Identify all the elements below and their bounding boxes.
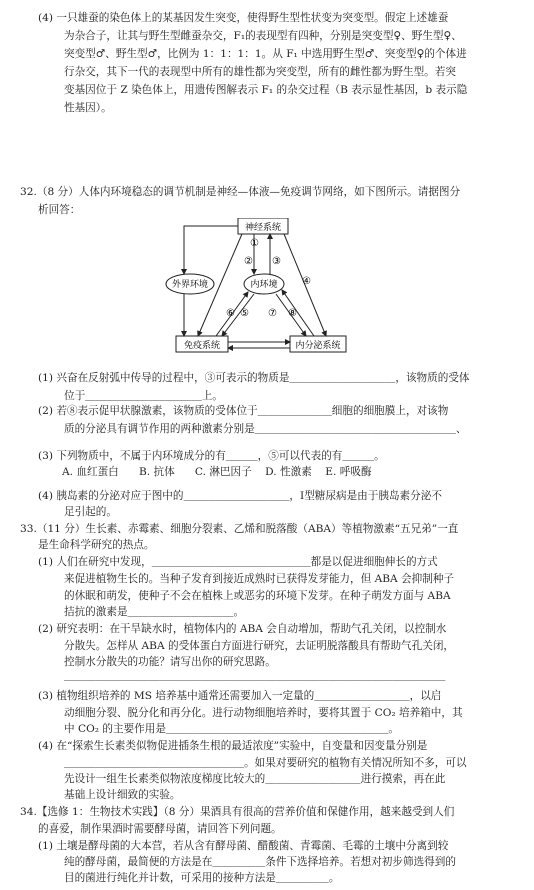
- text-line: (4) 一只雄蚕的染色体上的某基因发生突变，使得野生型性状变为突变型。假定上述雄蚕: [38, 12, 449, 24]
- text-line: 质的分泌具有调节作用的两种激素分别是＿＿＿＿＿＿＿＿＿＿＿＿＿＿＿＿＿＿＿、: [64, 423, 467, 435]
- text-line: (1) 兴奋在反射弧中传导的过程中，③可表示的物质是＿＿＿＿＿＿＿＿＿＿，该物质的受体: [38, 372, 470, 384]
- text-line: 析回答：: [38, 204, 81, 216]
- text-line: 分散失。怎样从 ABA 的受体蛋白方面进行研究，去证明脱落酸具有帮助气孔关闭，: [64, 640, 455, 652]
- text-line: 32.（8 分）人体内环境稳态的调节机制是神经—体液—免疫调节网络，如下图所示。请据图分: [20, 186, 461, 198]
- text-line: A. 血红蛋白 B. 抗体 C. 淋巴因子 D. 性激素 E. 呼吸酶: [62, 466, 372, 478]
- label-7: ⑦: [268, 308, 277, 319]
- text-line: (2) 研究表明：在干旱缺水时，植物体内的 ABA 会自动增加，帮助气孔关闭，以控制水: [38, 623, 447, 635]
- text-line: 33.（11 分）生长素、赤霉素、细胞分裂素、乙烯和脱落酸（ABA）等植物激素“五兄弟”一直: [20, 523, 459, 535]
- text-line: (4) 胰岛素的分泌对应于图中的＿＿＿＿＿＿＿＿＿＿，Ⅰ型糖尿病是由于胰岛素分泌不: [38, 490, 442, 502]
- text-line: (3) 下列物质中，不属于内环境成分的有＿＿＿，⑤可以代表的有＿＿＿。: [38, 450, 385, 462]
- nerve-system-label: 神经系统: [244, 223, 282, 233]
- text-line: 控制水分散失的功能？请写出你的研究思路。: [64, 656, 276, 668]
- text-line: (1) 人们在研究中发现，＿＿＿＿＿＿＿＿＿＿＿＿＿＿＿都是以促进细胞伸长的方式: [38, 556, 438, 568]
- text-line: 基础上设计细致的实验。: [64, 789, 181, 801]
- external-environment-label: 外界环境: [171, 280, 209, 290]
- text-line: (2) 若⑧表示促甲状腺激素，该物质的受体位于＿＿＿＿＿＿＿细胞的细胞膜上，对该物: [38, 405, 449, 417]
- label-8: ⑧: [288, 308, 297, 319]
- text-line: ＿＿＿＿＿＿＿＿＿＿＿＿＿＿＿＿＿＿＿＿＿＿＿＿＿＿＿＿＿＿＿＿＿＿＿＿: [64, 670, 446, 682]
- endocrine-system-label: 内分泌系统: [295, 341, 341, 351]
- internal-environment-label: 内环境: [250, 280, 278, 290]
- text-line: 纯的酵母菌，最简便的方法是在＿＿＿＿＿条件下选择培养。若想对初步筛选得到的: [64, 856, 456, 868]
- text-line: 中 CO₂ 的主要作用是＿＿＿＿＿＿＿＿＿＿＿＿＿＿＿＿＿＿＿＿＿。: [64, 723, 399, 735]
- immune-system-label: 免疫系统: [183, 341, 221, 351]
- text-line: 性基因）。: [64, 102, 112, 114]
- text-line: 的休眠和萌发，使种子不会在植株上或恶劣的环境下发芽。在种子萌发方面与 ABA: [64, 590, 451, 602]
- regulation-network-diagram: [150, 218, 370, 358]
- text-line: 来促进植物生长的。当种子发育到接近成熟时已获得发芽能力，但 ABA 会抑制种子: [64, 573, 455, 585]
- text-line: 是生命科学研究的热点。: [38, 539, 155, 551]
- text-line: 足引起的。: [64, 506, 117, 518]
- text-line: 拮抗的激素是＿＿＿＿＿＿＿＿＿＿。: [64, 606, 245, 618]
- text-line: 突变型♂、野生型♂，比例为 1：1：1：1。从 F₁ 中选用野生型♂、突变型♀的个体进: [64, 48, 467, 60]
- text-line: 先设计一组生长素类似物浓度梯度比较大的＿＿＿＿＿＿＿＿＿进行摸索，再在此: [64, 773, 446, 785]
- text-line: 位于＿＿＿＿＿＿＿＿＿＿＿上。: [64, 390, 223, 402]
- text-line: 行杂交，其下一代的表现型中所有的雄性都为突变型，所有的雌性都为野生型。若突: [64, 66, 456, 78]
- text-line: (4) 在“探索生长素类似物促进插条生根的最适浓度”实验中，自变量和因变量分别是: [38, 740, 428, 752]
- text-line: (3) 植物组织培养的 MS 培养基中通常还需要加入一定量的＿＿＿＿＿＿＿＿＿，以启: [38, 690, 442, 702]
- text-line: 的喜爱，制作果酒时需要酵母菌，请回答下列问题。: [38, 823, 282, 835]
- text-line: 为杂合子，让其与野生型雌蚕杂交，F₁的表现型有四种，分别是突变型♀、野生型♀、: [64, 30, 462, 42]
- label-1: ①: [250, 238, 259, 249]
- label-4: ④: [302, 276, 311, 287]
- text-line: ＿＿＿＿＿＿＿＿＿＿＿＿＿＿＿＿＿。如果对要研究的植物有关情况所知不多，可以: [64, 757, 467, 769]
- label-5: ⑤: [240, 308, 249, 319]
- label-2: ②: [244, 256, 253, 267]
- label-6: ⑥: [226, 308, 235, 319]
- text-line: 目的菌进行纯化并计数，可采用的接种方法是＿＿＿＿＿。: [64, 872, 340, 884]
- label-3: ③: [272, 256, 281, 267]
- text-line: 动细胞分裂、脱分化和再分化。进行动物细胞培养时，要将其置于 CO₂ 培养箱中，其: [64, 707, 463, 719]
- text-line: 34.【选修 1：生物技术实践】（8 分）果酒具有很高的营养价值和保健作用，越来越受到人们: [20, 806, 455, 818]
- text-line: 变基因位于 Z 染色体上，用遗传图解表示 F₁ 的杂交过程（B 表示显性基因，b 表示隐: [64, 84, 468, 96]
- text-line: (1) 土壤是酵母菌的大本营，若从含有酵母菌、醋酸菌、青霉菌、毛霉的土壤中分离到较: [38, 840, 449, 852]
